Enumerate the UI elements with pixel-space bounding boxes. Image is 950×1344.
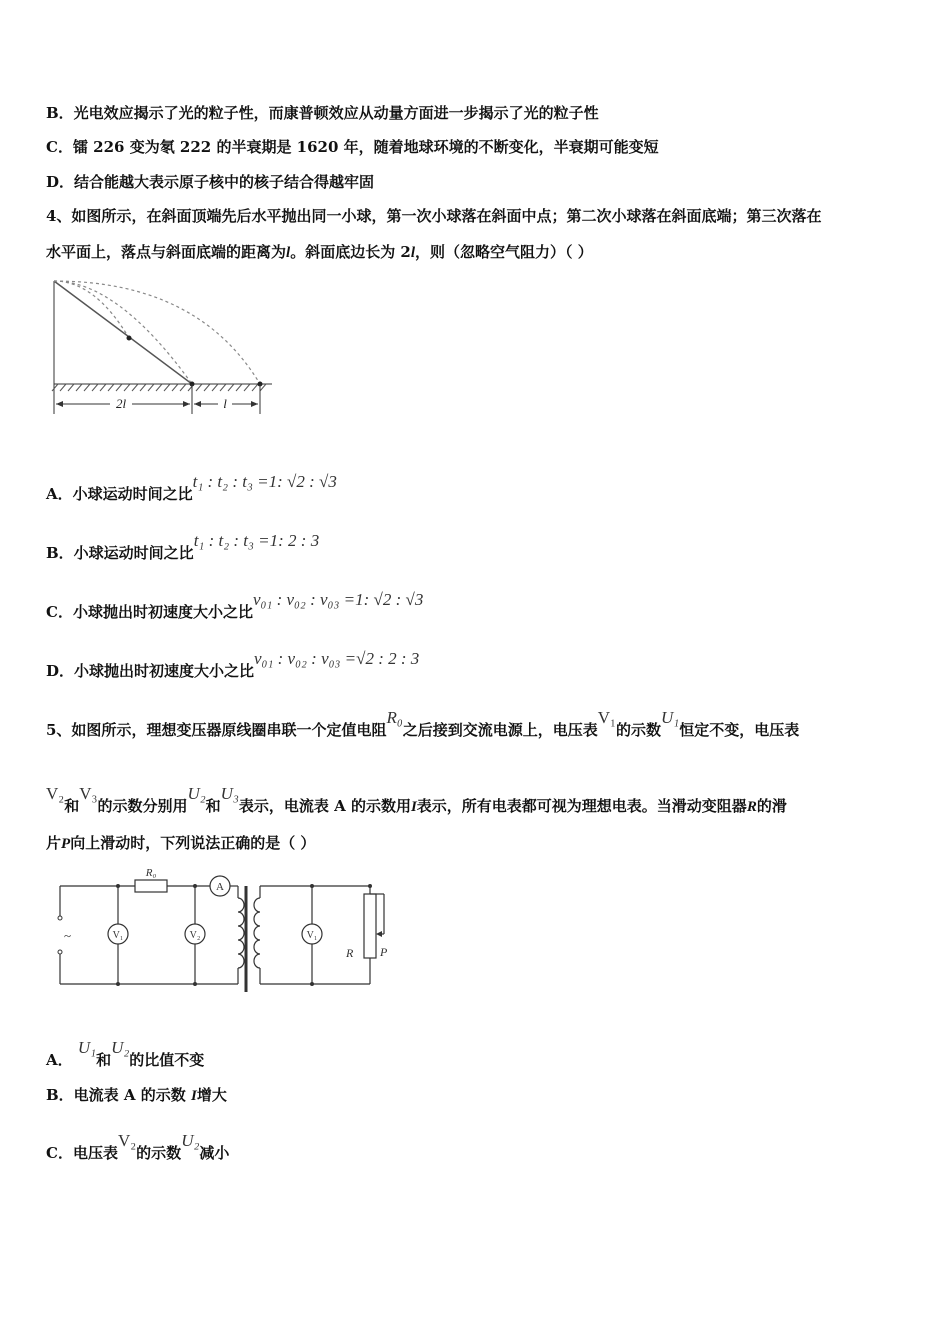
projectile-figure xyxy=(48,278,278,418)
trajectory-3 xyxy=(54,281,260,384)
option-4a: A．小球运动时间之比t₁ : t₂ : t₃ =1: √2 : √3 xyxy=(46,472,337,503)
formula-4d: v₀₁ : v₀₂ : v₀₃ =√2 : 2 : 3 xyxy=(254,649,420,668)
formula-4a: t₁ : t₂ : t₃ =1: √2 : √3 xyxy=(192,472,337,491)
q5-stem-line1: 5、如图所示，理想变压器原线圈串联一个定值电阻R₀之后接到交流电源上，电压表V₁的示数U₁恒定不变，电压表 xyxy=(46,708,800,739)
option-3b: B．光电效应揭示了光的粒子性，而康普顿效应从动量方面进一步揭示了光的粒子性 xyxy=(46,104,599,122)
q5-stem-line2: V₂和V₃的示数分别用U₂和U₃表示，电流表 A 的示数用I表示，所有电表都可视为理想电表。当滑动变阻器R的滑 xyxy=(46,784,787,815)
base-length-label: 2l xyxy=(115,396,127,411)
ext-length-label: l xyxy=(223,396,227,411)
r0-label: R₀ xyxy=(145,867,157,879)
formula-4c: v₀₁ : v₀₂ : v₀₃ =1: √2 : √3 xyxy=(252,590,424,609)
option-4d: D．小球抛出时初速度大小之比v₀₁ : v₀₂ : v₀₃ =√2 : 2 : 3 xyxy=(46,649,420,680)
q4-stem-line2: 水平面上，落点与斜面底端的距离为l。斜面底边长为 2l，则（忽略空气阻力）（ ） xyxy=(46,243,593,261)
slider-label: P xyxy=(380,945,388,959)
option-3d: D．结合能越大表示原子核中的核子结合得越牢固 xyxy=(46,173,375,191)
formula-4b: t₁ : t₂ : t₃ =1: 2 : 3 xyxy=(193,531,320,550)
v2-meter-label: V₂ xyxy=(189,930,201,941)
ac-source-symbol: ~ xyxy=(64,928,72,943)
transformer-circuit xyxy=(50,862,400,997)
option-5b: B．电流表 A 的示数 I增大 xyxy=(46,1086,227,1104)
option-4b: B．小球运动时间之比t₁ : t₂ : t₃ =1: 2 : 3 xyxy=(46,531,320,562)
option-4c: C．小球抛出时初速度大小之比v₀₁ : v₀₂ : v₀₃ =1: √2 : √3 xyxy=(46,590,424,621)
v1-meter-label: V₁ xyxy=(112,930,124,941)
v3-meter-label: V₁ xyxy=(306,930,318,941)
option-5c: C．电压表V₂的示数U₂减小 xyxy=(46,1131,230,1162)
q4-stem-line1: 4、如图所示，在斜面顶端先后水平抛出同一小球，第一次小球落在斜面中点；第二次小球落在斜面底端；第三次落在 xyxy=(46,207,822,225)
q5-stem-line3: 片P向上滑动时，下列说法正确的是（ ） xyxy=(46,834,316,852)
rheostat-label: R xyxy=(346,946,354,960)
option-3c: C．镭 226 变为氡 222 的半衰期是 1620 年，随着地球环境的不断变化，半衰期可能变短 xyxy=(46,138,659,156)
ammeter-label: A xyxy=(216,881,224,893)
option-5a: A． U₁和U₂的比值不变 xyxy=(46,1038,205,1069)
